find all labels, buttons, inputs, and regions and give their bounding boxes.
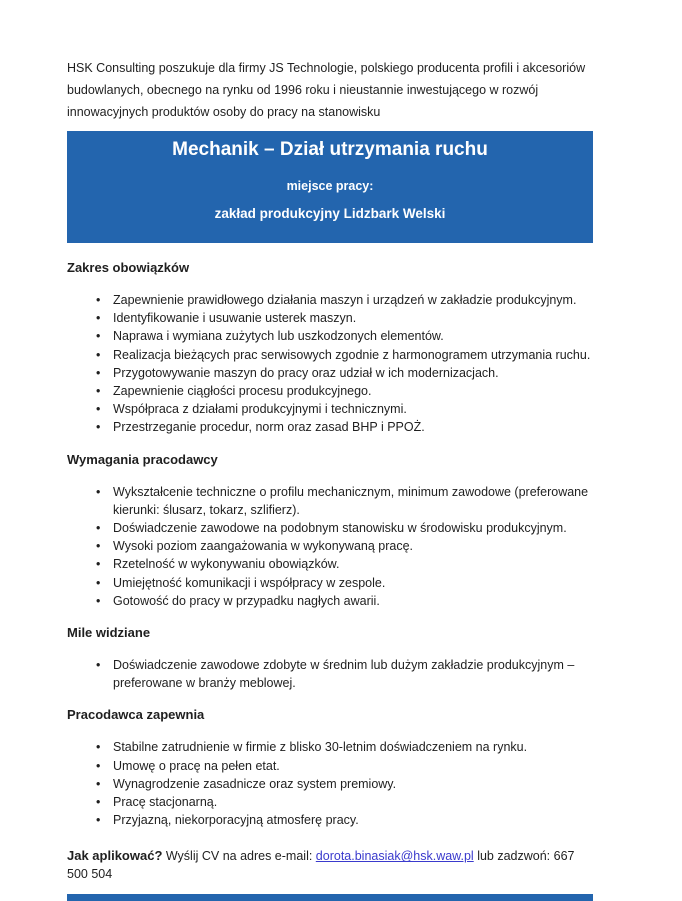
apply-label: Jak aplikować? (67, 848, 163, 864)
bullet-item: • Przestrzeganie procedur, norm oraz zasad BHP i PPOŻ. (113, 418, 593, 436)
intro-line: budowlanych, obecnego na rynku od 1996 roku i nieustannie inwestującego w rozwój (67, 83, 539, 97)
bullet-list (67, 483, 593, 610)
bullet-item: • Doświadczenie zawodowe zdobyte w średnim lub dużym zakładzie produkcyjnym – preferowane w branży meblowej. (113, 656, 593, 692)
bullet-item: • Stabilne zatrudnienie w firmie z blisko 30-letnim doświadczeniem na rynku. (113, 738, 593, 756)
section-heading: Wymagania pracodawcy (67, 451, 218, 467)
bullet-item: • Wykształcenie techniczne o profilu mechanicznym, minimum zawodowe (preferowane kierunki: ślusarz, tokarz, szlifierz). (113, 483, 593, 519)
job-title-banner (67, 131, 593, 243)
intro-line: innowacyjnych produktów osoby do pracy na stanowisku (67, 105, 381, 119)
bullet-item: • Umiejętność komunikacji i współpracy w zespole. (113, 574, 593, 592)
apply-text-before-link: Wyślij CV na adres e-mail: (162, 849, 316, 864)
page-content (67, 0, 593, 896)
bullet-item: • Zapewnienie ciągłości procesu produkcyjnego. (113, 382, 593, 400)
bullet-item: • Wynagrodzenie zasadnicze oraz system premiowy. (113, 775, 593, 793)
section-heading: Mile widziane (67, 625, 151, 641)
bullet-item: • Gotowość do pracy w przypadku nagłych awarii. (113, 592, 593, 610)
bullet-item: • Umowę o pracę na pełen etat. (113, 757, 593, 775)
apply-paragraph (67, 847, 593, 883)
job-section (67, 624, 593, 692)
bullet-item: • Wysoki poziom zaangażowania w wykonywaną pracę. (113, 537, 593, 555)
intro-paragraph (67, 57, 593, 123)
next-page-banner-edge (67, 894, 593, 901)
sections-container (67, 259, 593, 829)
bullet-item: • Zapewnienie prawidłowego działania maszyn i urządzeń w zakładzie produkcyjnym. (113, 291, 593, 309)
bullet-item: • Identyfikowanie i usuwanie usterek maszyn. (113, 309, 593, 327)
bullet-item: • Przyjazną, niekorporacyjną atmosferę pracy. (113, 811, 593, 829)
bullet-list (67, 656, 593, 692)
job-section (67, 451, 593, 610)
intro-line: HSK Consulting poszukuje dla firmy JS Technologie, polskiego producenta profili i akcesoriów (67, 61, 586, 75)
bullet-item: • Przygotowywanie maszyn do pracy oraz udział w ich modernizacjach. (113, 364, 593, 382)
bullet-item: • Rzetelność w wykonywaniu obowiązków. (113, 555, 593, 573)
section-heading: Pracodawca zapewnia (67, 707, 205, 723)
bullet-item: • Realizacja bieżących prac serwisowych zgodnie z harmonogramem utrzymania ruchu. (113, 346, 593, 364)
workplace-label: miejsce pracy: (286, 179, 374, 193)
workplace-location: zakład produkcyjny Lidzbark Welski (214, 206, 446, 221)
apply-text-after-link: lub zadzwoń: 667 500 504 (67, 849, 575, 882)
bullet-item: • Współpraca z działami produkcyjnymi i technicznymi. (113, 400, 593, 418)
bullet-item: • Doświadczenie zawodowe na podobnym stanowisku w środowisku produkcyjnym. (113, 519, 593, 537)
bullet-list (67, 738, 593, 829)
job-section (67, 706, 593, 829)
bullet-item: • Naprawa i wymiana zużytych lub uszkodzonych elementów. (113, 327, 593, 345)
job-title: Mechanik – Dział utrzymania ruchu (172, 139, 488, 160)
email-link[interactable]: dorota.binasiak@hsk.waw.pl (315, 849, 474, 864)
section-heading: Zakres obowiązków (67, 260, 190, 275)
bullet-item: • Pracę stacjonarną. (113, 793, 593, 811)
bullet-list (67, 291, 593, 437)
job-section (67, 259, 593, 437)
